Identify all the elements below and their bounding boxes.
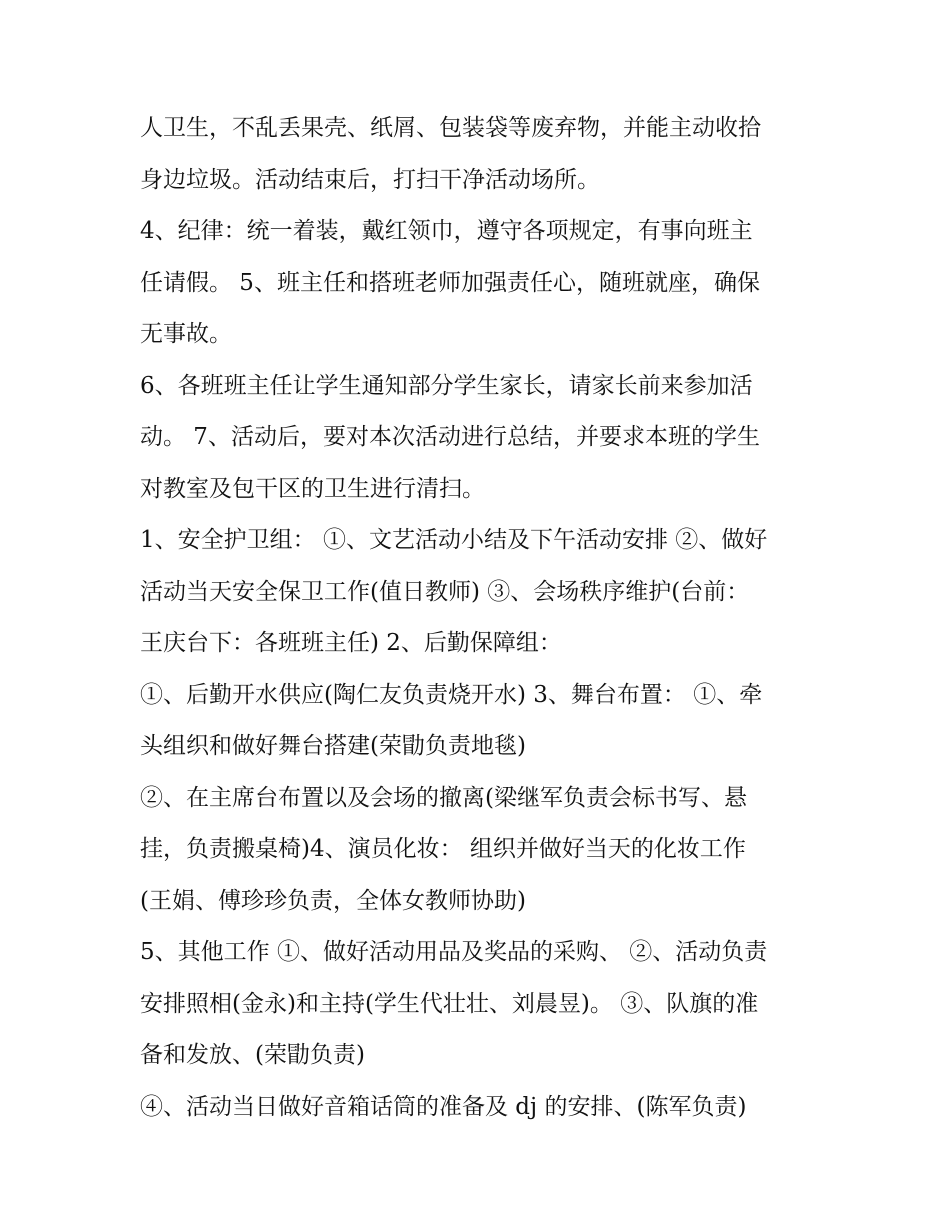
text-line: 1、安全护卫组： ①、文艺活动小结及下午活动安排 ②、做好 [140,527,768,553]
text-line: ④、活动当日做好音箱话筒的准备及 dj 的安排、(陈军负责) [140,1093,747,1120]
text-line: 6、各班班主任让学生通知部分学生家长，请家长前来参加活 [140,372,753,399]
text-line: 动。 7、活动后，要对本次活动进行总结，并要求本班的学生 [140,424,760,450]
text-line: 备和发放、(荣勖负责) [140,1042,365,1068]
text-line: 5、其他工作 ①、做好活动用品及奖品的采购、 ②、活动负责 [140,939,768,965]
text-line: ①、后勤开水供应(陶仁友负责烧开水) 3、舞台布置： ①、牵 [140,681,763,708]
text-line: 对教室及包干区的卫生进行清扫。 [140,475,485,502]
text-line: 头组织和做好舞台搭建(荣勖负责地毯) [140,733,526,759]
text-line: (王娟、傅珍珍负责，全体女教师协助) [140,887,526,914]
text-line: 活动当天安全保卫工作(值日教师) ③、会场秩序维护(台前： [140,578,750,605]
text-line: 王庆台下：各班班主任) 2、后勤保障组： [140,630,562,656]
text-line: 无事故。 [140,321,232,347]
text-line: 安排照相(金永)和主持(学生代壮壮、刘晨昱)。 ③、队旗的准 [140,990,759,1017]
text-line: 挂，负责搬桌椅)4、演员化妆： 组织并做好当天的化妆工作 [140,836,746,862]
text-line: 任请假。 5、班主任和搭班老师加强责任心，随班就座，确保 [140,269,760,296]
document-body [140,103,820,1133]
text-line: 4、纪律：统一着装，戴红领巾，遵守各项规定，有事向班主 [140,218,753,244]
text-line: 身边垃圾。活动结束后，打扫干净活动场所。 [140,166,600,193]
text-line: ②、在主席台布置以及会场的撤离(梁继军负责会标书写、悬 [140,784,747,811]
text-line: 人卫生，不乱丢果壳、纸屑、包装袋等废弃物，并能主动收拾 [140,115,761,141]
